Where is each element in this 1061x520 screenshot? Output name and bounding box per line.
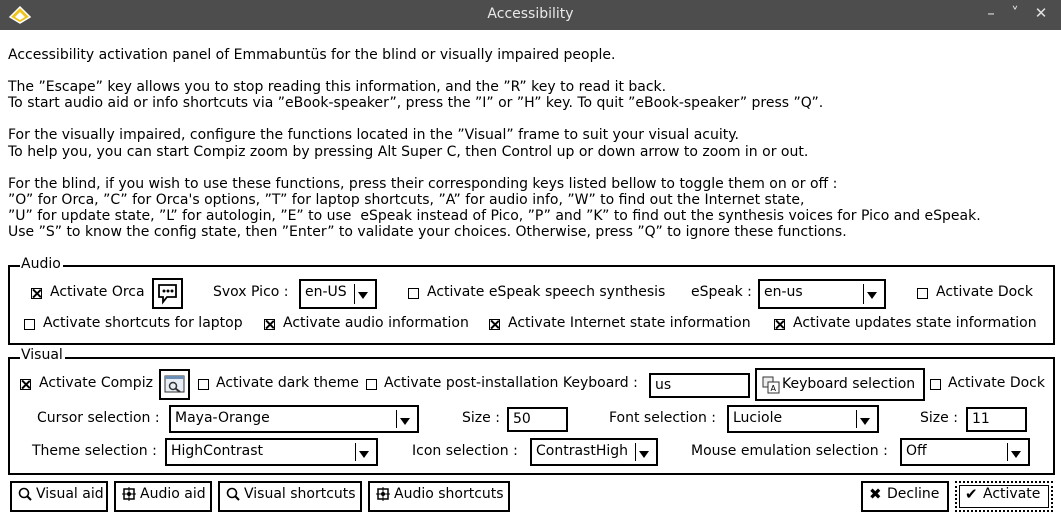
audio-frame-legend: Audio [21,256,61,272]
audio-activate-dock-checkbox[interactable] [917,288,928,299]
orca-options-button[interactable] [152,278,183,309]
mouse-emulation-label: Mouse emulation selection : [691,443,888,459]
shortcuts-laptop-label[interactable]: Activate shortcuts for laptop [43,315,243,331]
espeak-select[interactable] [758,279,886,309]
audio-aid-button[interactable] [114,481,212,512]
cursor-size-input[interactable] [507,407,568,432]
decline-label: Decline [887,486,940,502]
chevron-down-icon [635,443,653,461]
audio-activate-dock-label[interactable]: Activate Dock [936,284,1033,300]
close-x-icon: ✖ [869,485,882,503]
maximize-icon[interactable]: ˅ [1011,4,1019,22]
keyboard-layout-input[interactable] [649,373,750,398]
activate-label: Activate [983,486,1041,502]
svox-pico-select[interactable] [299,279,377,309]
activate-orca-label[interactable]: Activate Orca [50,284,145,300]
settings-window-icon [161,371,188,398]
audio-shortcuts-label: Audio shortcuts [394,486,504,502]
visual-activate-dock-label[interactable]: Activate Dock [948,375,1045,391]
theme-select[interactable] [165,438,378,466]
updates-state-label[interactable]: Activate updates state information [793,315,1037,331]
font-size-value: 11 [972,411,990,427]
chevron-down-icon [856,410,874,428]
keyboard-layout-value: us [655,377,672,393]
keyboard-selection-label: Keyboard selection [782,376,916,392]
shortcuts-laptop-checkbox[interactable] [24,319,35,330]
dark-theme-label[interactable]: Activate dark theme [216,375,359,391]
internet-state-label[interactable]: Activate Internet state information [508,315,751,331]
visual-aid-button[interactable] [10,481,108,512]
cursor-size-value: 50 [513,411,531,427]
font-size-input[interactable] [966,407,1027,432]
internet-state-checkbox[interactable] [489,319,500,330]
mouse-emulation-value: Off [906,443,927,459]
theme-selection-label: Theme selection : [32,443,157,459]
audio-shortcuts-button[interactable] [368,481,510,512]
keyboard-selection-button[interactable] [755,368,925,401]
audio-shortcuts-icon [376,487,390,501]
audio-information-checkbox[interactable] [264,319,275,330]
chevron-down-icon [863,284,881,304]
icon-select[interactable] [530,438,658,466]
cursor-value: Maya-Orange [175,410,270,426]
audio-aid-label: Audio aid [140,486,206,502]
svox-pico-value: en-US [305,284,347,300]
cursor-select[interactable] [169,405,419,433]
svg-text:A: A [770,384,776,393]
info-text: Accessibility activation panel of Emmabuntüs for the blind or visually impaired people. The ”Escape” key allows you to stop reading this information, and the ”R” key to read it back. To start audio aid or info shortcuts via ”eBook-speaker”, press the ”I” or ”H” key. To quit ”eBook-speaker” press ”Q”. For the visually impaired, configure the functions located in the ”Visual” frame to suit your visual acuity. To help you, you can start Compiz zoom by pressing Alt Super C, then Control up or down arrow to zoom in or out. For the blind, if you wish to use these functions, press their corresponding keys listed bellow to toggle them on or off : ”O” for Orca, ”C” for Orca's options, ”T” for laptop shortcuts, ”A” for audio info, ”W” to find out the Internet state, ”U” for update state, ”L” for autologin, ”E” to use eSpeak instead of Pico, ”P” and ”K” to find out the synthesis voices for Pico and eSpeak. Use ”S” to know the config state, then ”Enter” to validate your choices. Otherwise, press ”Q” to ignore these functions. [8,47,981,241]
font-size-label: Size : [920,410,958,426]
visual-shortcuts-button[interactable] [218,481,362,512]
updates-state-checkbox[interactable] [774,319,785,330]
mouse-emulation-select[interactable] [900,438,1030,466]
post-install-keyboard-checkbox[interactable] [366,379,377,390]
activate-espeak-checkbox[interactable] [408,288,419,299]
activate-button[interactable] [955,481,1053,512]
window-title: Accessibility [487,6,574,22]
activate-compiz-checkbox[interactable] [20,379,31,390]
speech-bubble-icon [154,280,181,307]
svox-pico-label: Svox Pico : [213,284,289,300]
cursor-size-label: Size : [462,410,500,426]
dark-theme-checkbox[interactable] [198,379,209,390]
post-install-keyboard-label[interactable]: Activate post-installation Keyboard : [384,375,638,391]
activate-orca-checkbox[interactable] [31,288,42,299]
audio-information-label[interactable]: Activate audio information [283,315,469,331]
close-icon[interactable]: ✕ [1034,4,1048,22]
cursor-selection-label: Cursor selection : [37,410,160,426]
font-selection-label: Font selection : [609,410,717,426]
font-select[interactable] [727,405,879,433]
chevron-down-icon [355,443,373,461]
visual-shortcuts-label: Visual shortcuts [244,486,356,502]
visual-aid-label: Visual aid [36,486,104,502]
theme-value: HighContrast [171,443,263,459]
activate-espeak-label[interactable]: Activate eSpeak speech synthesis [427,284,666,300]
espeak-label: eSpeak : [691,284,752,300]
visual-frame-legend: Visual [21,347,63,363]
checkmark-icon: ✔ [965,485,978,503]
font-value: Luciole [733,410,783,426]
espeak-value: en-us [764,284,803,300]
audio-aid-icon [122,487,136,501]
compiz-settings-button[interactable] [159,369,190,400]
minimize-icon[interactable]: – [987,4,995,22]
magnifier-icon [226,487,240,501]
icon-value: ContrastHigh [536,443,628,459]
keyboard-icon [762,376,780,394]
chevron-down-icon [354,284,372,304]
chevron-down-icon [1007,443,1025,461]
chevron-down-icon [396,410,414,428]
dialog-content [0,30,1061,520]
magnifier-icon [18,487,32,501]
activate-compiz-label[interactable]: Activate Compiz [39,375,153,391]
decline-button[interactable] [861,481,949,512]
visual-activate-dock-checkbox[interactable] [930,379,941,390]
title-bar [0,0,1061,30]
icon-selection-label: Icon selection : [412,443,518,459]
